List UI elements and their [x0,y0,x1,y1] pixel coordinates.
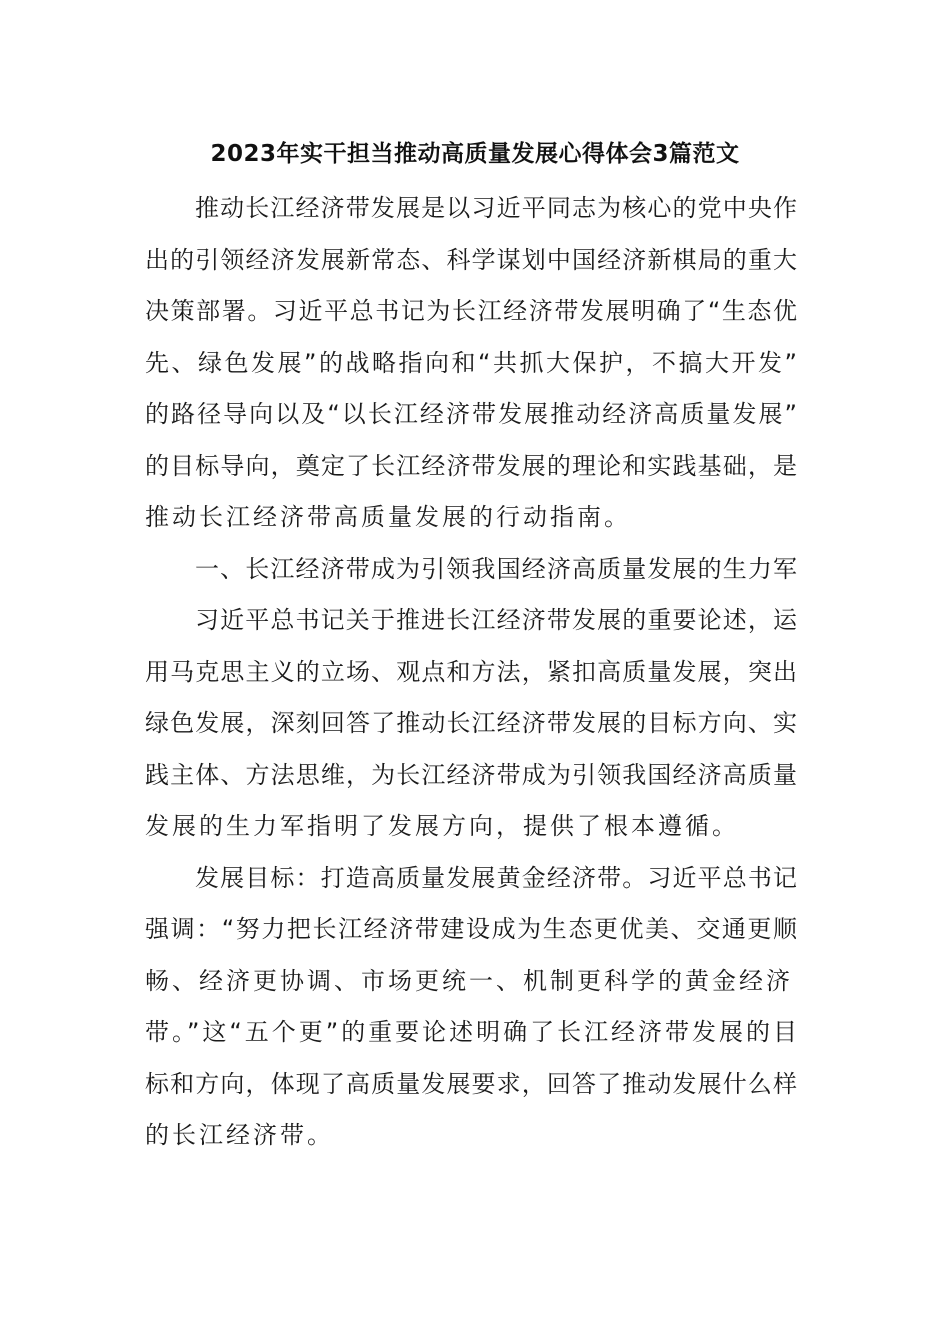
paragraph-line: 畅、经济更协调、市场更统一、机制更科学的黄金经济 [145,967,793,995]
paragraph-line: 出的引领经济发展新常态、科学谋划中国经济新棋局的重大 [145,246,797,274]
paragraph-line: 先、绿色发展”的战略指向和“共抓大保护，不搞大开发” [145,349,797,377]
paragraph-line: 绿色发展，深刻回答了推动长江经济带发展的目标方向、实 [145,709,797,737]
paragraph-line: 推动长江经济带高质量发展的行动指南。 [145,503,631,531]
paragraph-line: 推动长江经济带发展是以习近平同志为核心的党中央作 [195,194,797,222]
paragraph-line: 践主体、方法思维，为长江经济带成为引领我国经济高质量 [145,761,797,789]
paragraph-line: 的目标导向，奠定了长江经济带发展的理论和实践基础，是 [145,452,797,480]
paragraph-line: 决策部署。习近平总书记为长江经济带发展明确了“生态优 [145,297,797,325]
paragraph-line: 的路径导向以及“以长江经济带发展推动经济高质量发展” [145,400,797,428]
paragraph-line: 用马克思主义的立场、观点和方法，紧扣高质量发展，突出 [145,658,797,686]
paragraph-line: 习近平总书记关于推进长江经济带发展的重要论述，运 [195,606,797,634]
paragraph-line: 发展的生力军指明了发展方向，提供了根本遵循。 [145,812,739,840]
section-heading: 一、长江经济带成为引领我国经济高质量发展的生力军 [195,555,797,583]
paragraph-line: 发展目标：打造高质量发展黄金经济带。习近平总书记 [195,864,797,892]
document-title: 2023年实干担当推动高质量发展心得体会3篇范文 [210,141,740,167]
paragraph-line: 标和方向，体现了高质量发展要求，回答了推动发展什么样 [145,1070,797,1098]
paragraph-line: 强调：“努力把长江经济带建设成为生态更优美、交通更顺 [145,915,797,943]
paragraph-line: 带。”这“五个更”的重要论述明确了长江经济带发展的目 [145,1018,797,1046]
paragraph-line: 的长江经济带。 [145,1121,334,1149]
